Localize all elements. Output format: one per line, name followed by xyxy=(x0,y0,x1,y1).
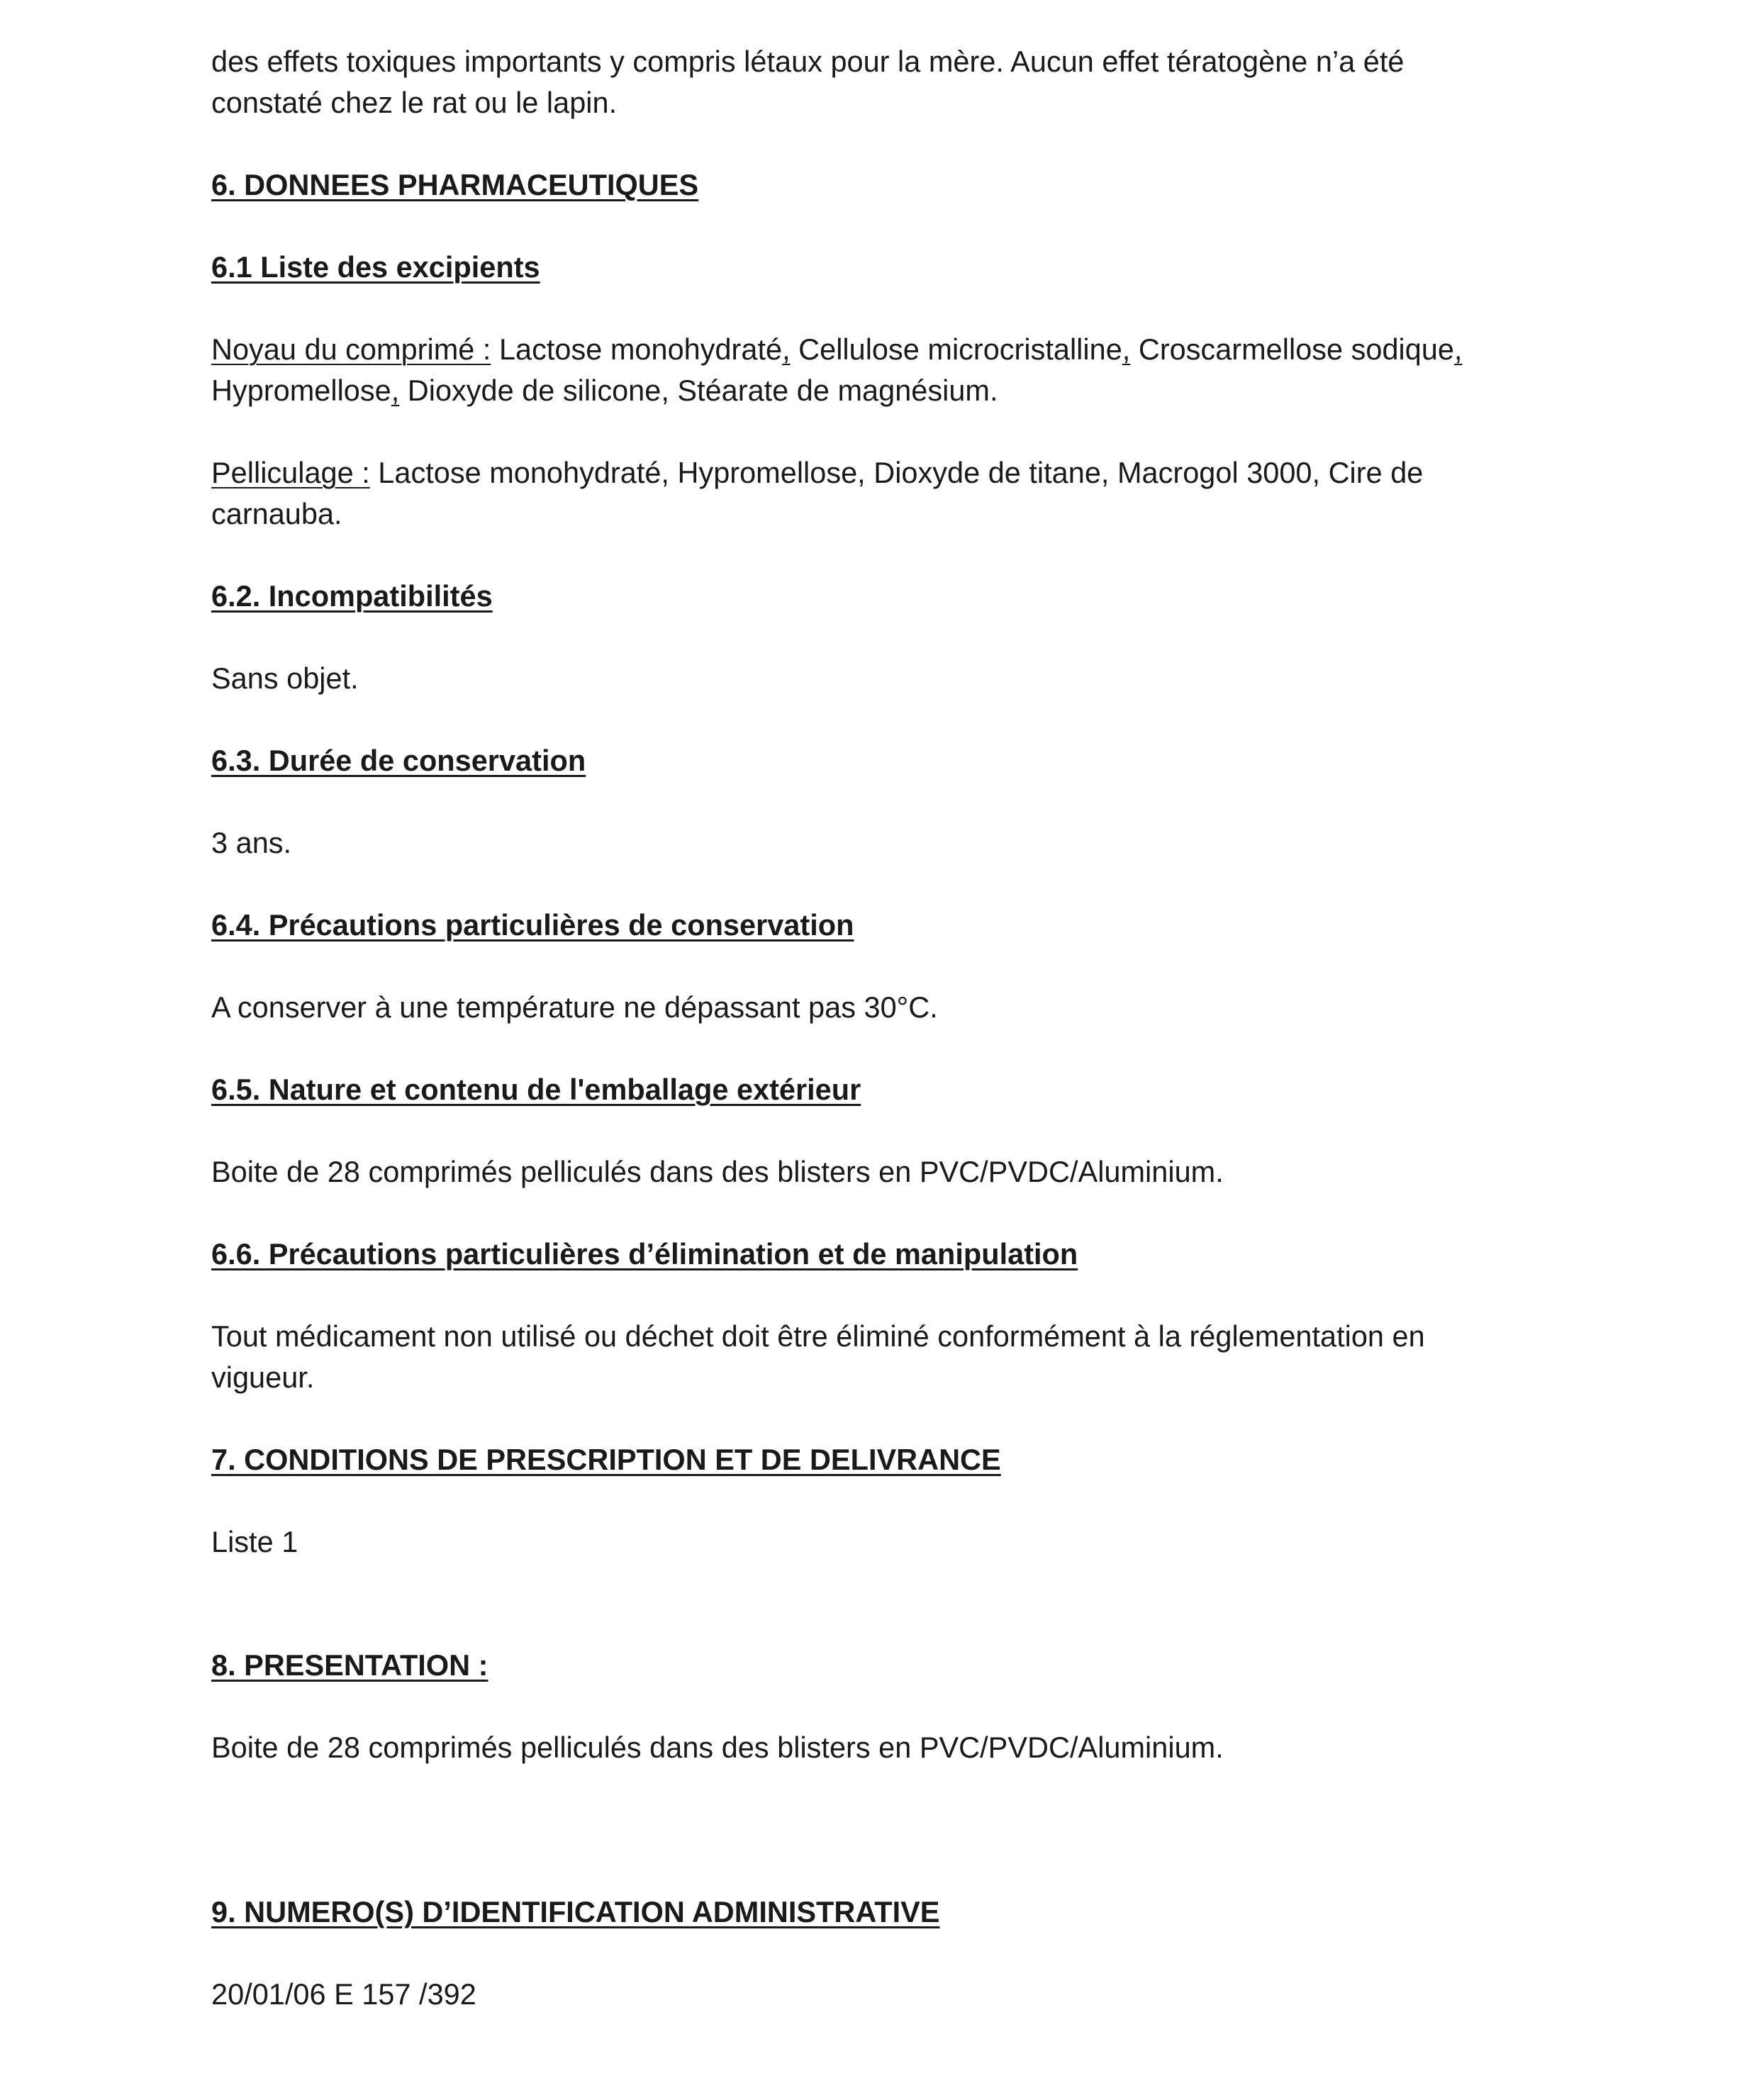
section-8-body: Boite de 28 comprimés pelliculés dans des blisters en PVC/PVDC/Aluminium. xyxy=(211,1731,1224,1764)
section-6-4-body: A conserver à une température ne dépassant pas 30°C. xyxy=(211,990,938,1024)
section-7-body: Liste 1 xyxy=(211,1525,298,1558)
intro-line-1: des effets toxiques importants y compris létaux pour la mère. Aucun effet tératogène n’a été xyxy=(211,45,1405,78)
section-6-5-heading: 6.5. Nature et contenu de l'emballage extérieur xyxy=(211,1073,861,1106)
intro-line-2: constaté chez le rat ou le lapin. xyxy=(211,86,618,119)
section-6-6-body-line-2: vigueur. xyxy=(211,1361,315,1394)
section-8-heading: 8. PRESENTATION : xyxy=(211,1648,488,1682)
section-6-6-heading: 6.6. Précautions particulières d’élimination et de manipulation xyxy=(211,1237,1078,1270)
section-6-2-heading: 6.2. Incompatibilités xyxy=(211,579,493,613)
section-9-body: 20/01/06 E 157 /392 xyxy=(211,1977,476,2011)
excipients-core-line-1: Noyau du comprimé : Lactose monohydraté, Cellulose microcristalline, Croscarmellose sodique, xyxy=(211,333,1463,366)
section-6-5-body: Boite de 28 comprimés pelliculés dans des blisters en PVC/PVDC/Aluminium. xyxy=(211,1155,1224,1188)
section-9-heading: 9. NUMERO(S) D’IDENTIFICATION ADMINISTRATIVE xyxy=(211,1895,940,1928)
section-6-1-heading: 6.1 Liste des excipients xyxy=(211,250,540,284)
section-6-4-heading: 6.4. Précautions particulières de conservation xyxy=(211,908,854,942)
section-6-3-body: 3 ans. xyxy=(211,826,292,859)
section-6-6-body-line-1: Tout médicament non utilisé ou déchet doit être éliminé conformément à la réglementation en xyxy=(211,1319,1425,1353)
excipients-coating-line-1: Pelliculage : Lactose monohydraté, Hypromellose, Dioxyde de titane, Macrogol 3000, Cire de xyxy=(211,456,1424,489)
section-6-2-body: Sans objet. xyxy=(211,661,359,695)
core-label: Noyau du comprimé : xyxy=(211,333,491,366)
section-6-heading: 6. DONNEES PHARMACEUTIQUES xyxy=(211,168,699,201)
excipients-coating-line-2: carnauba. xyxy=(211,497,342,530)
coating-label: Pelliculage : xyxy=(211,456,370,489)
section-7-heading: 7. CONDITIONS DE PRESCRIPTION ET DE DELIVRANCE xyxy=(211,1443,1001,1476)
excipients-core-line-2: Hypromellose, Dioxyde de silicone, Stéarate de magnésium. xyxy=(211,374,998,407)
section-6-3-heading: 6.3. Durée de conservation xyxy=(211,744,586,777)
